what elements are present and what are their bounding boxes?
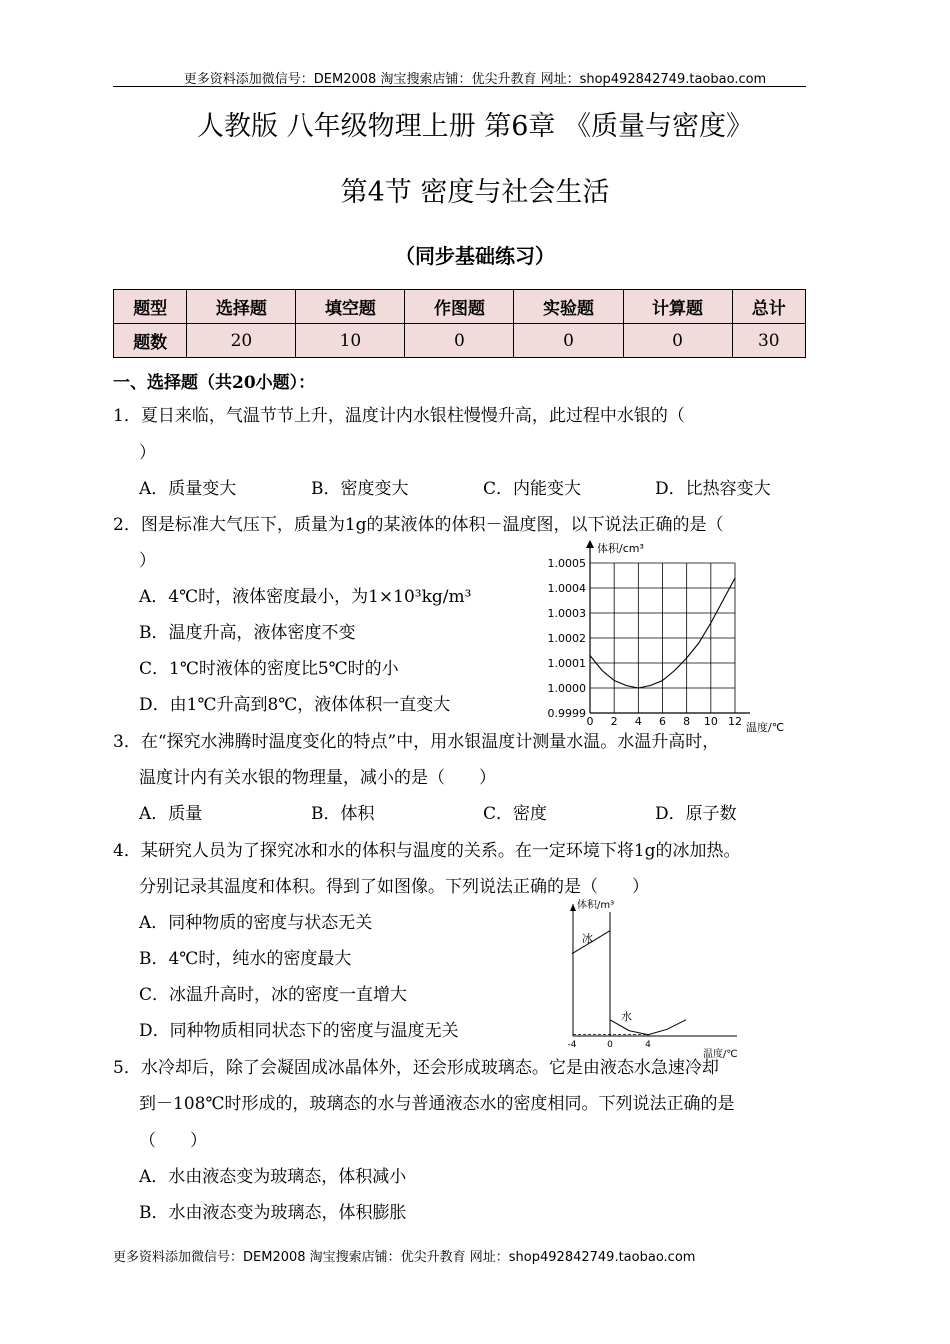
summary-cell: 20 <box>187 324 296 358</box>
chart1-xlabel: 温度/℃ <box>746 721 785 733</box>
q3-option-c: C．密度 <box>483 804 548 824</box>
chart1-y-tick: 1.0003 <box>547 607 586 620</box>
chart1-x-tick: 0 <box>586 715 594 728</box>
section-title: 一、选择题（共20小题）： <box>113 373 316 393</box>
summary-cell: 30 <box>732 324 805 358</box>
q5-stem-cont2: （ ） <box>139 1131 207 1151</box>
page-header: 更多资料添加微信号：DEM2008 淘宝搜索店铺：优尖升教育 网址：shop492842749.taobao.com <box>183 72 767 87</box>
chart2-xlabel: 温度/℃ <box>703 1049 738 1058</box>
chart2-ylabel: 体积/m³ <box>577 900 615 911</box>
chart2-water-annotation: 水 <box>621 1010 632 1023</box>
page-footer: 更多资料添加微信号：DEM2008 淘宝搜索店铺：优尖升教育 网址：shop492842749.taobao.com <box>113 1250 696 1265</box>
q4-option-b: B．4℃时，纯水的密度最大 <box>139 949 352 969</box>
chart1-x-tick: 12 <box>728 715 742 728</box>
q3-option-b: B．体积 <box>311 804 375 824</box>
q2-stem: 2．图是标准大气压下，质量为1g的某液体的体积－温度图，以下说法正确的是（ <box>113 515 724 535</box>
q2-option-a: A．4℃时，液体密度最小，为1×10³kg/m³ <box>139 587 472 607</box>
chart1-y-tick: 1.0002 <box>547 632 586 645</box>
summary-cell: 10 <box>296 324 405 358</box>
summary-cell: 选择题 <box>187 290 296 324</box>
q4-option-a: A．同种物质的密度与状态无关 <box>139 913 373 933</box>
summary-cell: 计算题 <box>623 290 732 324</box>
summary-cell: 填空题 <box>296 290 405 324</box>
q1-option-a: A．质量变大 <box>139 479 237 499</box>
q3-stem: 3．在“探究水沸腾时温度变化的特点”中，用水银温度计测量水温。水温升高时， <box>113 732 720 752</box>
chart1-x-tick: 2 <box>610 715 618 728</box>
doc-practice-label: （同步基础练习） <box>395 244 555 268</box>
chart1-x-tick: 6 <box>659 715 666 728</box>
q4-option-c: C．冰温升高时，冰的密度一直增大 <box>139 985 408 1005</box>
summary-cell: 总计 <box>732 290 805 324</box>
q5-option-a: A．水由液态变为玻璃态，体积减小 <box>139 1167 407 1187</box>
chart1-y-tick: 1.0000 <box>547 682 586 695</box>
chart2-plot <box>568 904 737 1050</box>
volume-temperature-chart <box>545 538 815 733</box>
summary-cell: 0 <box>514 324 623 358</box>
chart1-x-tick: 8 <box>683 715 691 728</box>
chart1-x-tick: 4 <box>634 715 642 728</box>
summary-cell: 题数 <box>114 324 187 358</box>
q4-stem: 4．某研究人员为了探究冰和水的体积与温度的关系。在一定环境下将1g的冰加热。 <box>113 841 741 861</box>
q2-option-b: B．温度升高，液体密度不变 <box>139 623 356 643</box>
q4-stem-cont: 分别记录其温度和体积。得到了如图像。下列说法正确的是（ ） <box>139 877 649 897</box>
chart2-y-arrow <box>570 904 576 911</box>
summary-cell: 题型 <box>114 290 187 324</box>
q2-option-c: C．1℃时液体的密度比5℃时的小 <box>139 659 399 679</box>
chart2-x-tick: 0 <box>607 1040 613 1050</box>
doc-title: 人教版 八年级物理上册 第6章 《质量与密度》 <box>197 111 753 142</box>
q2-stem-cont: ） <box>139 551 156 571</box>
ice-water-chart <box>555 896 745 1058</box>
q1-option-b: B．密度变大 <box>311 479 409 499</box>
q3-option-a: A．质量 <box>139 804 203 824</box>
q5-option-b: B．水由液态变为玻璃态，体积膨胀 <box>139 1203 407 1223</box>
chart1-plot <box>548 540 751 728</box>
chart1-ylabel: 体积/cm³ <box>597 542 644 555</box>
summary-cell: 实验题 <box>514 290 623 324</box>
q5-stem-cont: 到－108℃时形成的，玻璃态的水与普通液态水的密度相同。下列说法正确的是 <box>139 1094 735 1114</box>
chart2-x-tick: 4 <box>645 1040 651 1050</box>
chart1-y-tick: 1.0001 <box>547 657 586 670</box>
chart1-y-tick: 0.9999 <box>547 707 586 720</box>
q5-stem: 5．水冷却后，除了会凝固成冰晶体外，还会形成玻璃态。它是由液态水急速冷却 <box>113 1058 719 1078</box>
summary-cell: 0 <box>405 324 514 358</box>
summary-count-row <box>114 324 806 358</box>
summary-cell: 0 <box>623 324 732 358</box>
q1-stem-cont: ） <box>139 443 156 463</box>
q1-option-d: D．比热容变大 <box>655 479 771 499</box>
doc-subtitle: 第4节 密度与社会生活 <box>340 177 610 208</box>
chart1-x-tick: 10 <box>703 715 718 728</box>
summary-cell: 作图题 <box>405 290 514 324</box>
q1-option-c: C．内能变大 <box>483 479 582 499</box>
summary-header-row <box>114 290 806 324</box>
q1-stem: 1．夏日来临，气温节节上升，温度计内水银柱慢慢升高，此过程中水银的（ <box>113 406 685 426</box>
chart1-y-tick: 1.0005 <box>547 557 586 570</box>
summary-table <box>113 289 806 358</box>
chart1-y-arrow <box>586 540 594 548</box>
q4-option-d: D．同种物质相同状态下的密度与温度无关 <box>139 1021 459 1041</box>
chart2-x-tick: -4 <box>567 1040 577 1050</box>
q3-stem-cont: 温度计内有关水银的物理量，减小的是（ ） <box>139 768 496 788</box>
q2-option-d: D．由1℃升高到8℃，液体体积一直变大 <box>139 695 451 715</box>
header-rule <box>113 86 806 87</box>
chart1-y-tick: 1.0004 <box>547 582 586 595</box>
q3-option-d: D．原子数 <box>655 804 737 824</box>
chart2-ice-annotation: 冰 <box>582 932 593 945</box>
